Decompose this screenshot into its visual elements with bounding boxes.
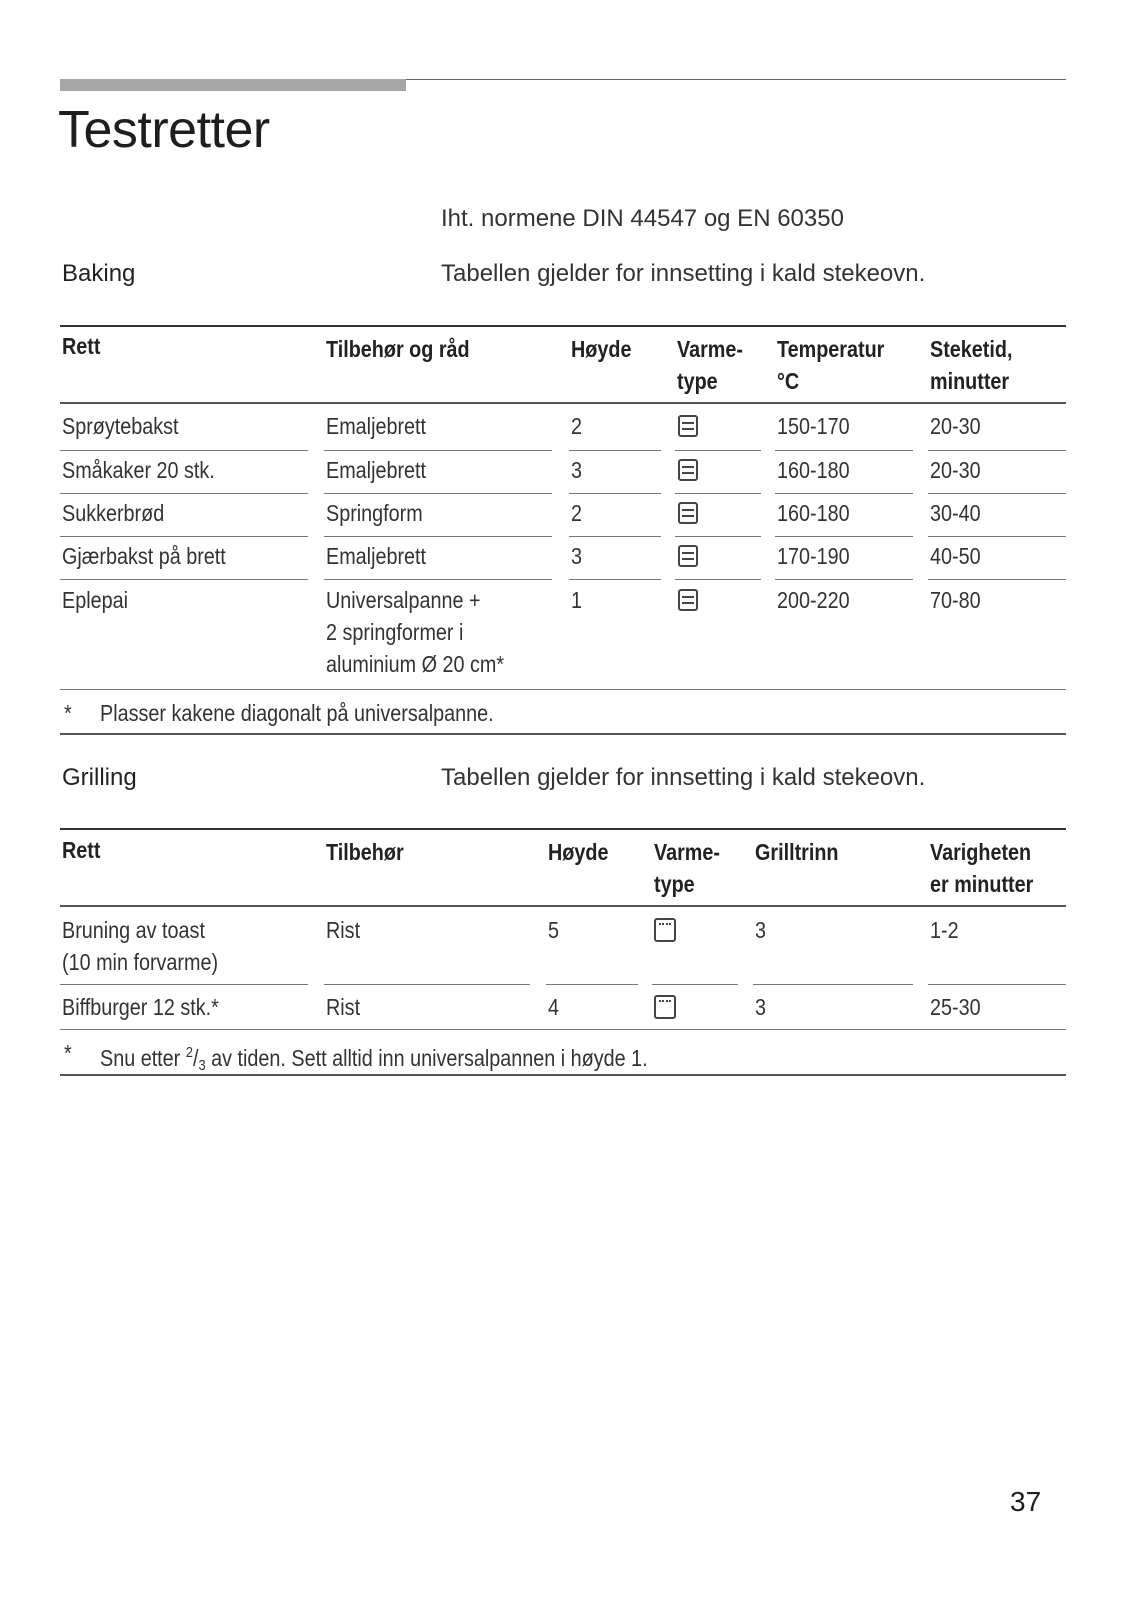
grilling-header-height: Høyde <box>548 839 609 865</box>
grilling-table-top-rule <box>60 828 1066 830</box>
grilling-header-dish: Rett <box>62 837 101 863</box>
grilling-footnote-pre: Snu etter <box>100 1045 186 1071</box>
grilling-header-time-2: er minutter <box>930 871 1034 897</box>
baking-header-time-2: minutter <box>930 368 1010 394</box>
grilling-footnote-mark: * <box>64 1040 72 1066</box>
grilling-header-grill: Grilltrinn <box>755 839 839 865</box>
grilling-row-1-accessory: Rist <box>326 917 361 943</box>
baking-row-4-temp: 170-190 <box>777 543 850 569</box>
baking-row-5-accessory-2: 2 springformer i <box>326 619 464 645</box>
baking-footnote: Plasser kakene diagonalt på universalpanne. <box>100 700 494 726</box>
grill-icon <box>654 918 676 942</box>
baking-header-time-1: Steketid, <box>930 336 1013 362</box>
row-divider <box>928 493 1066 494</box>
row-divider <box>928 579 1066 580</box>
top-bottom-heat-icon <box>678 415 698 437</box>
row-divider <box>569 493 661 494</box>
row-divider <box>324 493 552 494</box>
baking-row-1-dish: Sprøytebakst <box>62 413 179 439</box>
row-divider <box>675 536 761 537</box>
baking-row-5-accessory-1: Universalpanne + <box>326 587 481 613</box>
row-divider <box>928 536 1066 537</box>
grilling-note: Tabellen gjelder for innsetting i kald stekeovn. <box>441 764 926 791</box>
grilling-row-1-grill: 3 <box>755 917 767 943</box>
page-number: 37 <box>1010 1486 1042 1517</box>
baking-row-1-time: 20-30 <box>930 413 981 439</box>
row-divider <box>775 493 913 494</box>
row-divider <box>60 450 308 451</box>
baking-note: Tabellen gjelder for innsetting i kald stekeovn. <box>441 260 926 287</box>
norm-note: Iht. normene DIN 44547 og EN 60350 <box>441 205 844 232</box>
row-divider <box>675 493 761 494</box>
baking-row-5-temp: 200-220 <box>777 587 850 613</box>
title-rule <box>406 79 1066 80</box>
baking-row-2-time: 20-30 <box>930 457 981 483</box>
grilling-row-1-dish-2: (10 min forvarme) <box>62 949 219 975</box>
baking-header-dish: Rett <box>62 333 101 359</box>
row-divider <box>652 984 738 985</box>
baking-header-temp-1: Temperatur <box>777 336 885 362</box>
row-divider <box>675 579 761 580</box>
row-divider <box>753 984 913 985</box>
row-divider <box>928 984 1066 985</box>
grilling-row-2-height: 4 <box>548 994 560 1020</box>
row-divider <box>60 536 308 537</box>
fraction-denominator: 3 <box>198 1057 206 1074</box>
baking-row-5-time: 70-80 <box>930 587 981 613</box>
grilling-row-2-dish: Biffburger 12 stk.* <box>62 994 219 1020</box>
baking-row-1-height: 2 <box>571 413 583 439</box>
grilling-row-2-accessory: Rist <box>326 994 361 1020</box>
top-bottom-heat-icon <box>678 545 698 567</box>
fraction-slash: / <box>192 1045 199 1071</box>
row-divider <box>324 579 552 580</box>
row-divider <box>324 450 552 451</box>
baking-row-5-accessory-3: aluminium Ø 20 cm* <box>326 651 505 677</box>
grilling-header-heat-1: Varme- <box>654 839 720 865</box>
baking-row-3-temp: 160-180 <box>777 500 850 526</box>
grilling-row-1-height: 5 <box>548 917 560 943</box>
baking-row-2-temp: 160-180 <box>777 457 850 483</box>
baking-label: Baking <box>62 260 136 287</box>
baking-header-temp-2: °C <box>777 368 800 394</box>
grilling-row-2-time: 25-30 <box>930 994 981 1020</box>
row-divider <box>324 984 530 985</box>
grilling-table-bottom-rule <box>60 1029 1066 1030</box>
baking-row-1-accessory: Emaljebrett <box>326 413 427 439</box>
baking-header-height: Høyde <box>571 336 632 362</box>
baking-row-4-dish: Gjærbakst på brett <box>62 543 226 569</box>
top-bottom-heat-icon <box>678 589 698 611</box>
baking-header-heat-1: Varme- <box>677 336 743 362</box>
baking-row-4-accessory: Emaljebrett <box>326 543 427 569</box>
grilling-label: Grilling <box>62 764 137 791</box>
grilling-footnote-post: av tiden. Sett alltid inn universalpannen i høyde 1. <box>205 1045 648 1071</box>
row-divider <box>546 984 638 985</box>
row-divider <box>60 493 308 494</box>
grilling-footnote-rule <box>60 1074 1066 1076</box>
row-divider <box>775 450 913 451</box>
row-divider <box>569 579 661 580</box>
baking-row-3-height: 2 <box>571 500 583 526</box>
row-divider <box>775 579 913 580</box>
row-divider <box>928 450 1066 451</box>
baking-row-3-accessory: Springform <box>326 500 423 526</box>
row-divider <box>569 450 661 451</box>
baking-footnote-rule <box>60 733 1066 735</box>
row-divider <box>775 536 913 537</box>
grilling-row-1-dish-1: Bruning av toast <box>62 917 205 943</box>
grilling-row-2-grill: 3 <box>755 994 767 1020</box>
baking-row-4-height: 3 <box>571 543 583 569</box>
grilling-header-rule <box>60 905 1066 907</box>
grilling-row-1-time: 1-2 <box>930 917 959 943</box>
baking-row-2-accessory: Emaljebrett <box>326 457 427 483</box>
top-bottom-heat-icon <box>678 502 698 524</box>
row-divider <box>60 579 308 580</box>
baking-row-4-time: 40-50 <box>930 543 981 569</box>
baking-header-heat-2: type <box>677 368 718 394</box>
grilling-header-accessory: Tilbehør <box>326 839 404 865</box>
baking-row-3-dish: Sukkerbrød <box>62 500 165 526</box>
top-bottom-heat-icon <box>678 459 698 481</box>
row-divider <box>60 984 308 985</box>
row-divider <box>675 450 761 451</box>
baking-row-1-temp: 150-170 <box>777 413 850 439</box>
grill-icon <box>654 995 676 1019</box>
baking-header-accessory: Tilbehør og råd <box>326 336 470 362</box>
baking-row-5-dish: Eplepai <box>62 587 128 613</box>
title-accent-bar <box>60 79 406 91</box>
grilling-header-time-1: Varigheten <box>930 839 1032 865</box>
baking-row-2-dish: Småkaker 20 stk. <box>62 457 215 483</box>
baking-header-rule <box>60 402 1066 404</box>
baking-footnote-mark: * <box>64 700 72 726</box>
fraction-numerator: 2 <box>185 1044 193 1061</box>
baking-table-top-rule <box>60 325 1066 327</box>
row-divider <box>569 536 661 537</box>
baking-row-3-time: 30-40 <box>930 500 981 526</box>
baking-row-5-height: 1 <box>571 587 583 613</box>
baking-table-bottom-rule <box>60 689 1066 690</box>
baking-row-2-height: 3 <box>571 457 583 483</box>
page-title: Testretter <box>58 101 270 159</box>
grilling-header-heat-2: type <box>654 871 695 897</box>
row-divider <box>324 536 552 537</box>
